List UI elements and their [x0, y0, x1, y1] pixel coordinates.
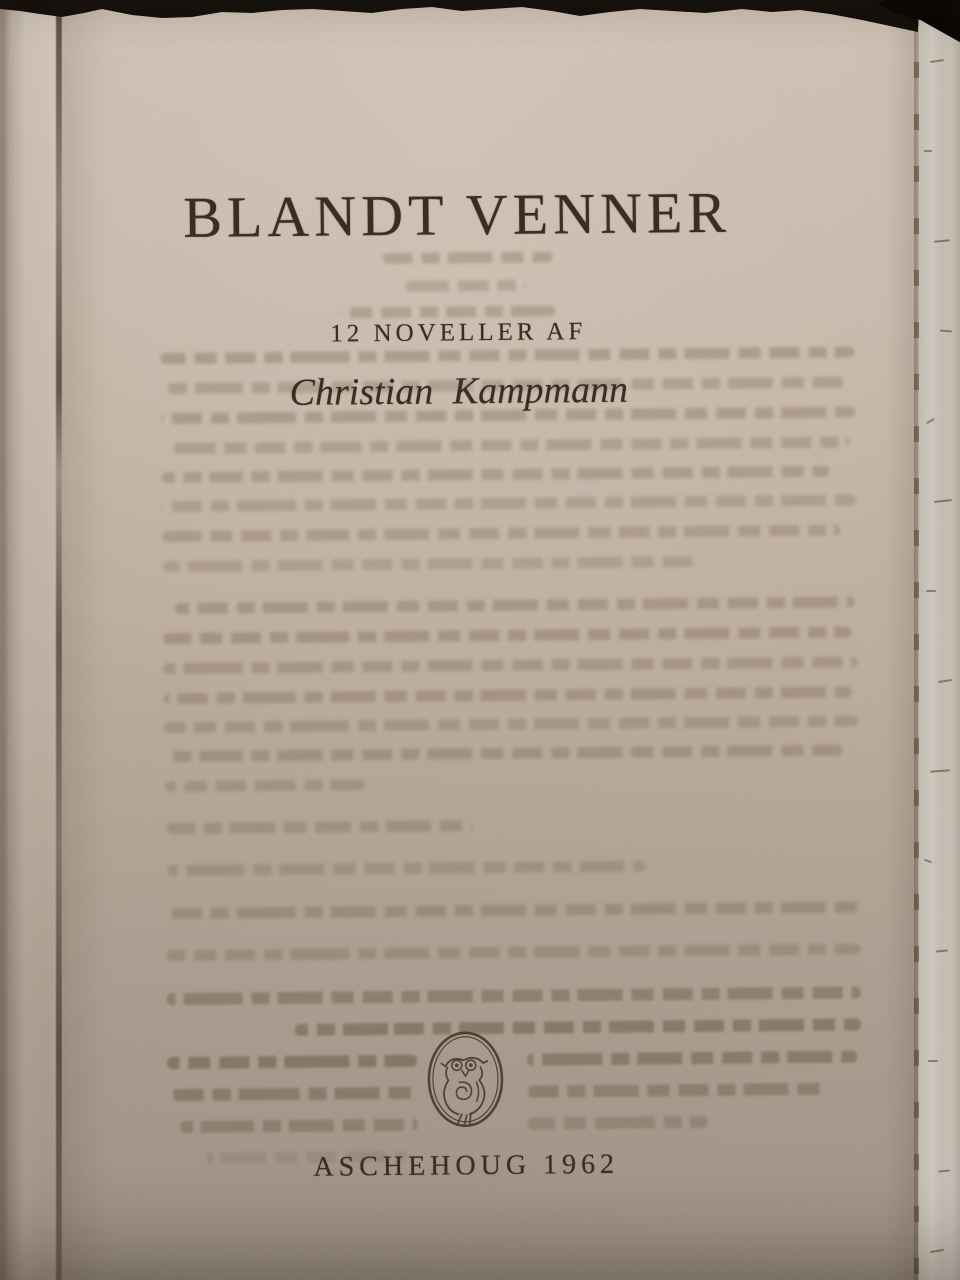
paint-crack: [934, 239, 950, 242]
paint-crack: [924, 150, 932, 152]
paint-crack: [940, 330, 952, 333]
showthrough-line: [164, 715, 858, 733]
book-title: BLANDT VENNER: [182, 179, 732, 250]
book-author: Christian Kampmann: [289, 368, 629, 414]
paint-crack: [930, 59, 944, 63]
paint-crack: [936, 949, 948, 952]
showthrough-line: [166, 901, 860, 919]
paint-crack: [926, 590, 936, 592]
paint-crack: [926, 418, 935, 424]
aschehoug-owl-logo-icon: [425, 1030, 506, 1129]
showthrough-line: [162, 494, 856, 512]
paint-crack: [938, 1169, 950, 1172]
paint-crack: [930, 1249, 944, 1253]
showthrough-line: [528, 1116, 708, 1130]
paint-crack: [938, 679, 952, 683]
showthrough-line: [175, 597, 855, 615]
showthrough-line: [167, 986, 861, 1005]
showthrough-line: [164, 687, 852, 705]
showthrough-line: [527, 1051, 857, 1066]
showthrough-line: [160, 346, 854, 364]
paint-crack: [928, 1060, 938, 1062]
paint-crack: [930, 769, 950, 772]
title-page: [62, 0, 918, 1280]
showthrough-line: [167, 861, 645, 877]
showthrough-line: [162, 556, 702, 572]
showthrough-line: [167, 820, 473, 834]
showthrough-line: [172, 1087, 418, 1101]
showthrough-line: [162, 466, 830, 483]
publisher-imprint: ASCHEHOUG 1962: [313, 1148, 620, 1183]
showthrough-line: [164, 745, 842, 763]
showthrough-line: [528, 1083, 828, 1098]
showthrough-line: [166, 943, 860, 961]
showthrough-line: [406, 280, 526, 292]
showthrough-line: [163, 627, 851, 645]
showthrough-line: [167, 1055, 417, 1069]
showthrough-line: [383, 251, 553, 264]
paint-crack: [924, 859, 932, 864]
paint-crack: [934, 499, 952, 503]
book-subtitle: 12 NOVELLER AF: [330, 318, 587, 348]
frame-seam-shadow: [914, 0, 919, 1280]
showthrough-line: [163, 656, 857, 674]
printed-content: [57, 0, 925, 1280]
showthrough-line: [180, 1119, 418, 1133]
painted-wood-frame: [918, 0, 960, 1280]
showthrough-line: [340, 305, 555, 318]
showthrough-line: [173, 437, 849, 454]
showthrough-line: [162, 525, 840, 543]
showthrough-line: [165, 779, 365, 792]
page-stack-edge: [0, 6, 62, 1280]
showthrough-line: [295, 1018, 861, 1035]
